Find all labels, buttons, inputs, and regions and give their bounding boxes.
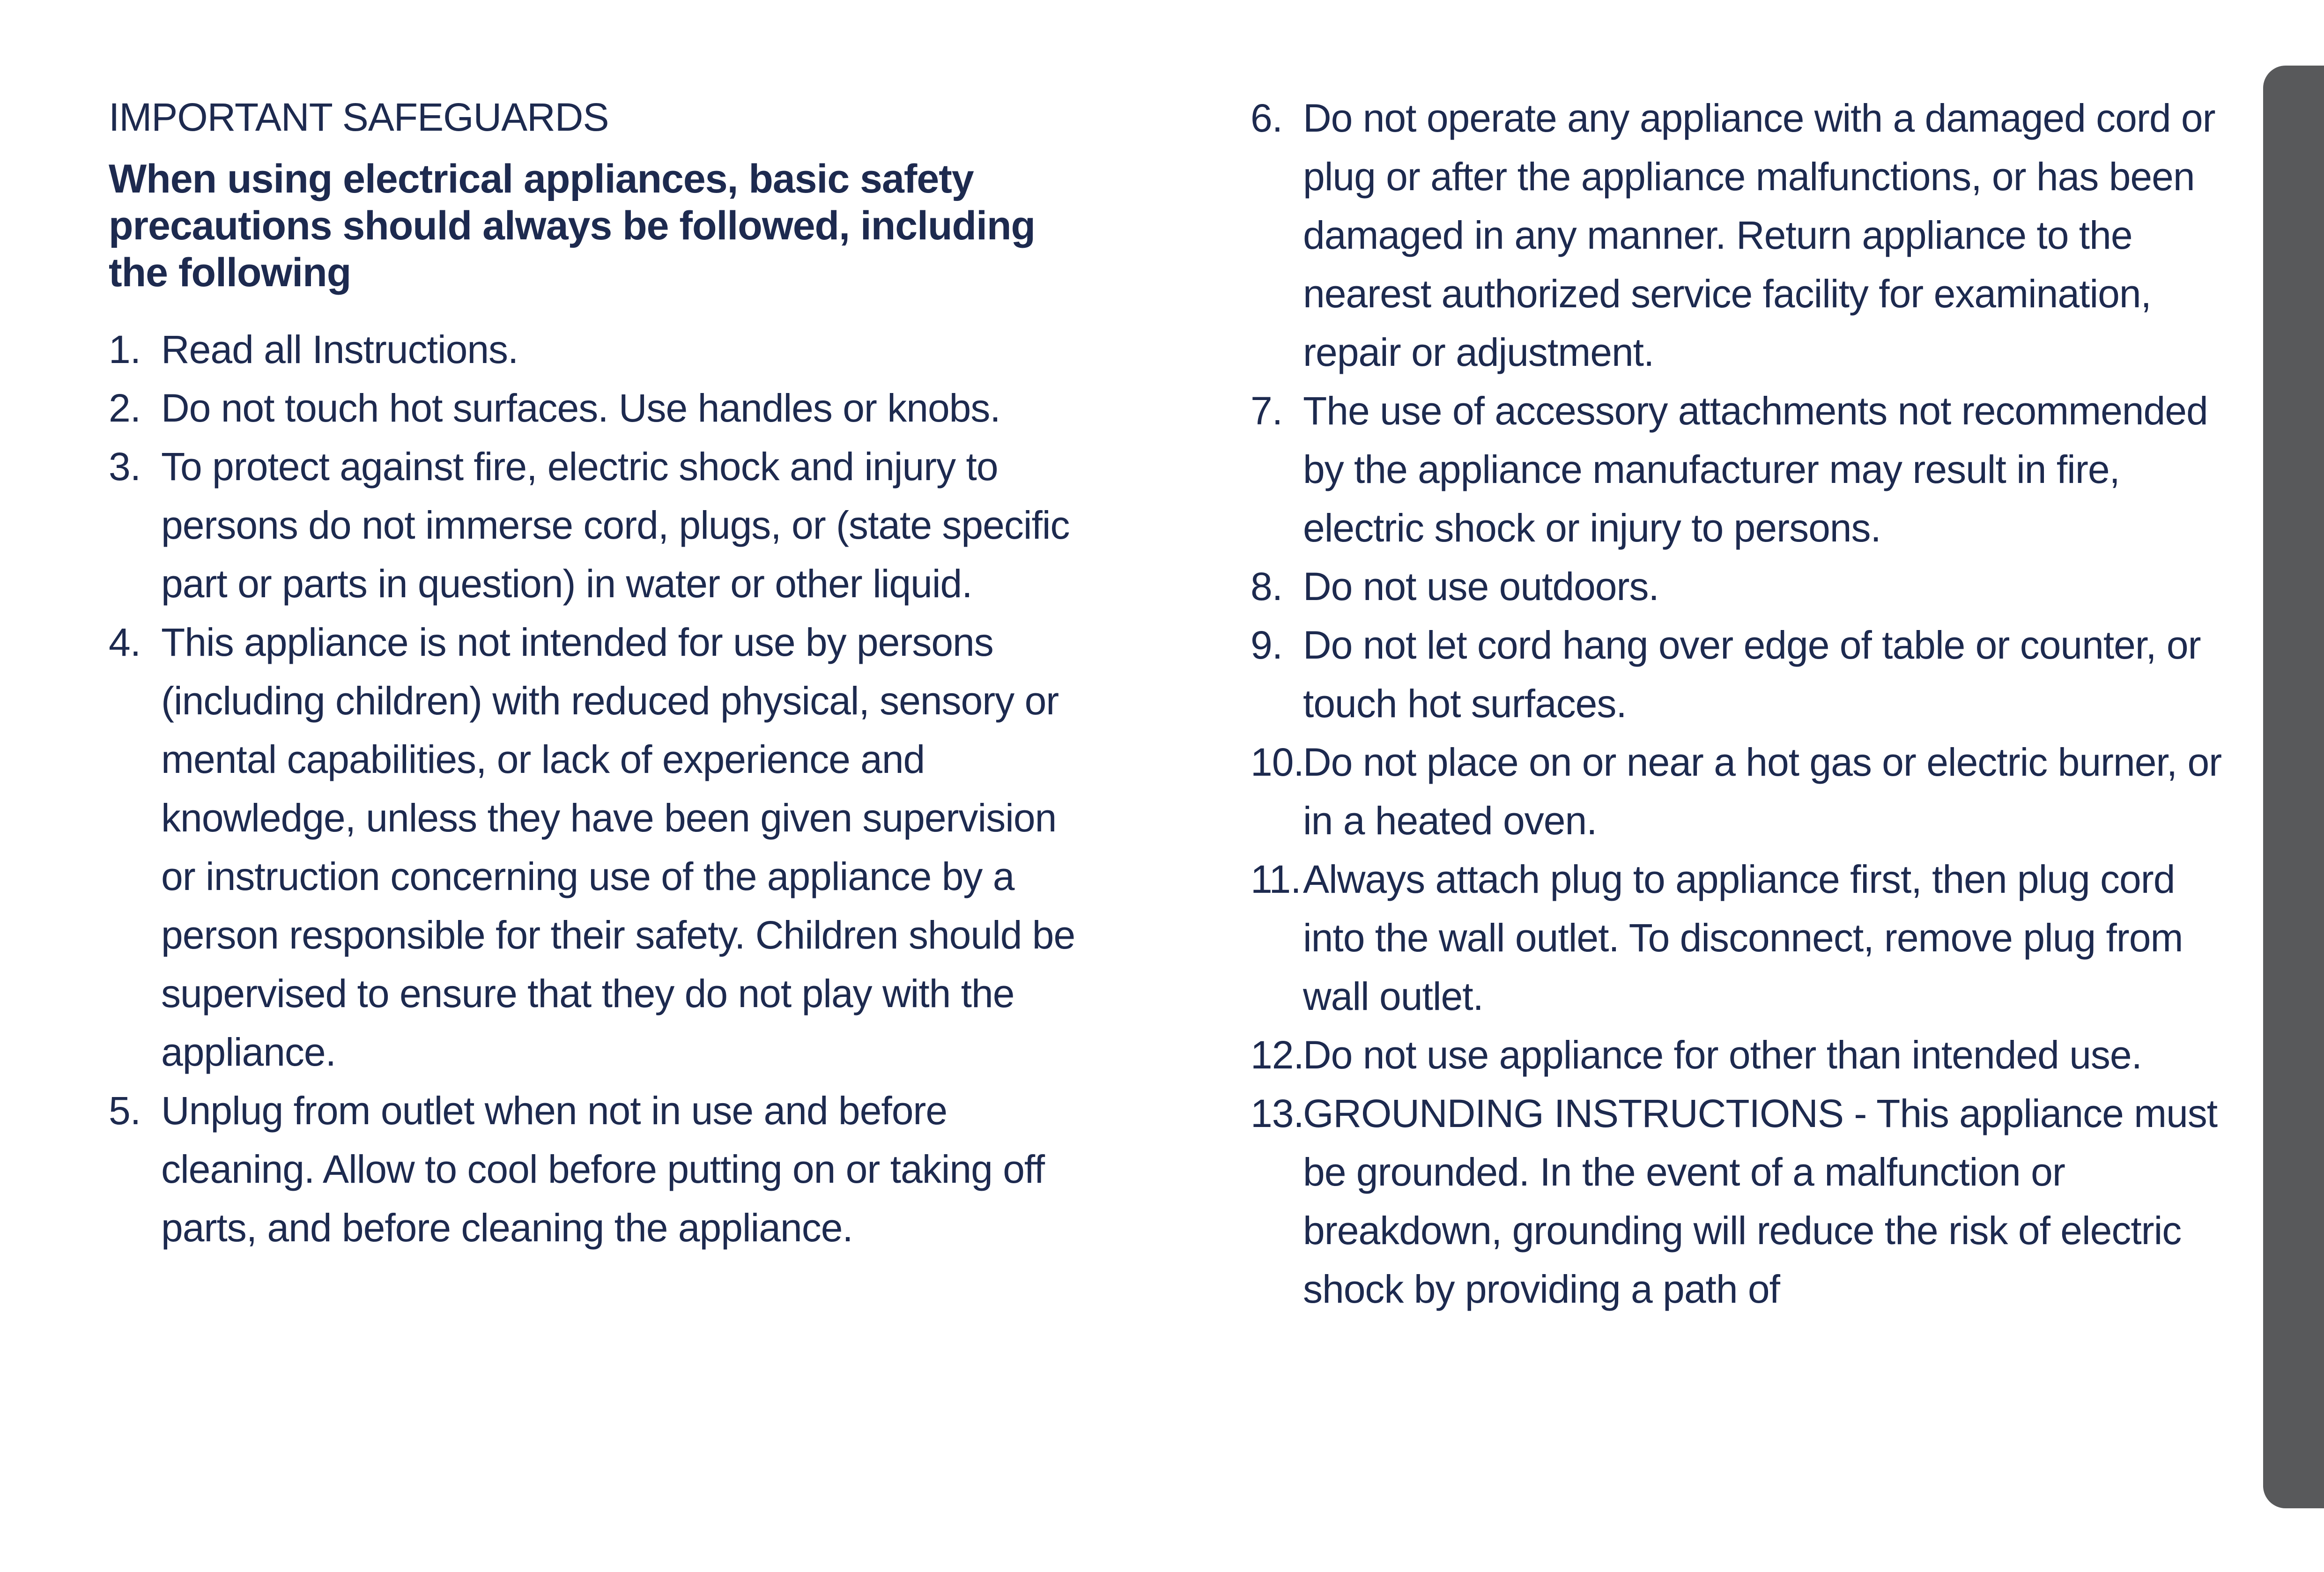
item-number: 3.: [109, 445, 141, 489]
right-column: [1251, 89, 2225, 1319]
list-item: [1251, 1026, 2225, 1084]
item-text: This appliance is not intended for use by persons (including children) with reduced physical, sensory or mental capabilities, or lack of experience and knowledge, unless they have been given supervision or instruction concerning use of the appliance by a person responsible for their safety. Children should be supervised to ensure that they do not play with the appliance.: [161, 620, 1075, 1074]
section-heading: IMPORTANT SAFEGUARDS: [109, 95, 609, 139]
list-item: [1251, 89, 2225, 382]
item-number: 8.: [1251, 564, 1283, 608]
list-item: [1251, 616, 2225, 733]
safeguards-list-left: [109, 320, 1083, 1257]
item-number: 7.: [1251, 389, 1283, 433]
item-text: Do not operate any appliance with a damaged cord or plug or after the appliance malfunctions, or has been damaged in any manner. Return appliance to the nearest authorized service facility for examination, repair or adjustment.: [1303, 96, 2215, 374]
left-column: [109, 89, 1083, 1257]
list-item: [1251, 850, 2225, 1026]
list-item: [109, 320, 1083, 379]
item-text: Always attach plug to appliance first, then plug cord into the wall outlet. To disconnect, remove plug from wall outlet.: [1303, 857, 2183, 1018]
list-item: [109, 379, 1083, 437]
item-number: 13.: [1251, 1091, 1304, 1135]
item-number: 11.: [1251, 857, 1301, 901]
list-item: [109, 437, 1083, 613]
item-number: 12.: [1251, 1033, 1304, 1077]
item-number: 6.: [1251, 96, 1283, 140]
list-item: [1251, 1084, 2225, 1319]
item-number: 10.: [1251, 740, 1304, 784]
item-text: Do not touch hot surfaces. Use handles or knobs.: [161, 386, 1000, 430]
item-text: GROUNDING INSTRUCTIONS - This appliance must be grounded. In the event of a malfunction or breakdown, grounding will reduce the risk of electric shock by providing a path of: [1303, 1091, 2218, 1311]
item-number: 4.: [109, 620, 141, 664]
item-text: Do not use outdoors.: [1303, 564, 1659, 608]
item-text: Read all Instructions.: [161, 327, 518, 371]
list-item: [109, 1082, 1083, 1257]
safeguards-list-right: [1251, 89, 2225, 1319]
intro-text: When using electrical appliances, basic safety precautions should always be followed, including the following: [109, 156, 1036, 295]
list-item: [1251, 557, 2225, 616]
item-text: The use of accessory attachments not recommended by the appliance manufacturer may result in fire, electric shock or injury to persons.: [1303, 389, 2208, 550]
item-text: Unplug from outlet when not in use and before cleaning. Allow to cool before putting on or taking off parts, and before cleaning the appliance.: [161, 1089, 1045, 1250]
item-number: 1.: [109, 327, 141, 371]
list-item: [1251, 733, 2225, 850]
item-text: Do not use appliance for other than intended use.: [1303, 1033, 2142, 1077]
item-text: Do not place on or near a hot gas or electric burner, or in a heated oven.: [1303, 740, 2222, 843]
list-item: [109, 613, 1083, 1082]
item-text: To protect against fire, electric shock and injury to persons do not immerse cord, plugs, or (state specific part or parts in question) in water or other liquid.: [161, 445, 1070, 606]
item-number: 9.: [1251, 623, 1283, 667]
item-number: 2.: [109, 386, 141, 430]
item-text: Do not let cord hang over edge of table or counter, or touch hot surfaces.: [1303, 623, 2201, 726]
list-item: [1251, 382, 2225, 557]
item-number: 5.: [109, 1089, 141, 1133]
page-edge-tab: [2263, 66, 2324, 1508]
